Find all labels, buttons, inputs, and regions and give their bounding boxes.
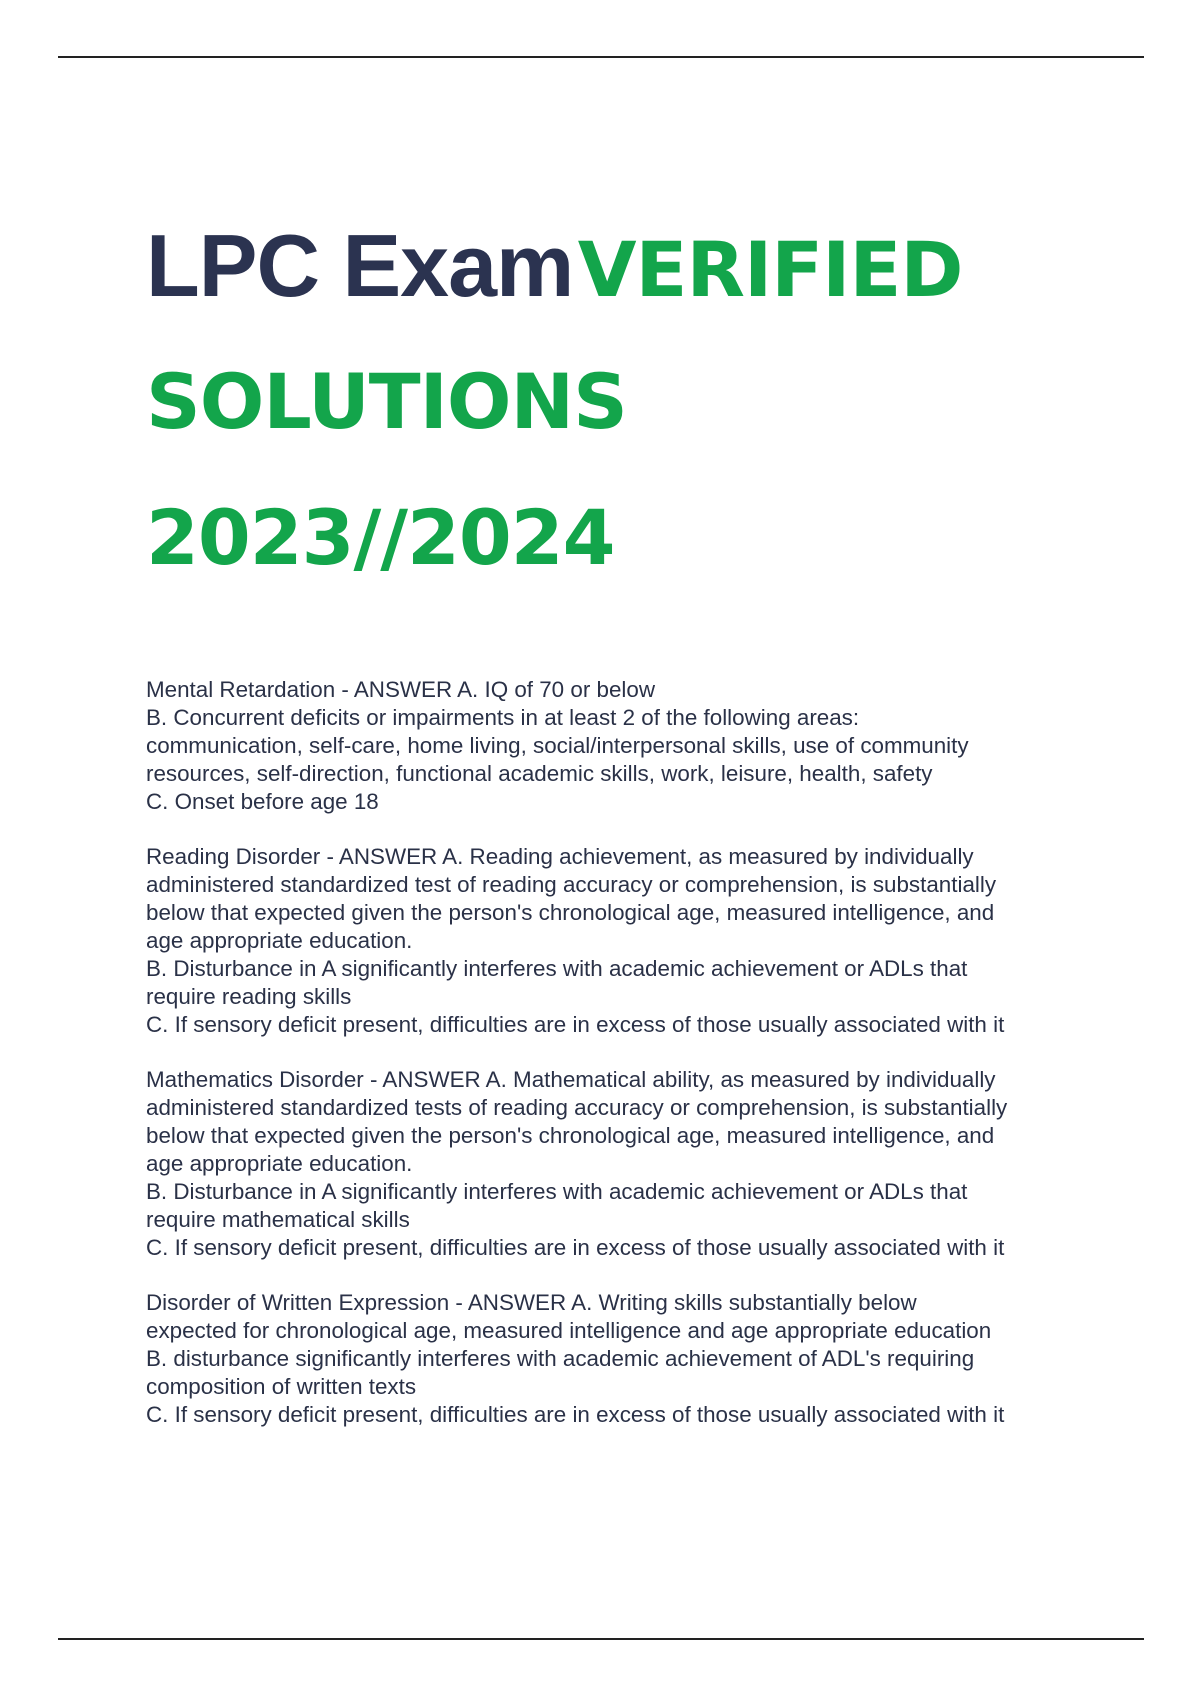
qa-line: C. If sensory deficit present, difficulties are in excess of those usually associated with it [146,1012,1005,1037]
top-rule [58,56,1144,58]
qa-line: below that expected given the person's chronological age, measured intelligence, and [146,900,995,925]
qa-line: administered standardized test of reading accuracy or comprehension, is substantially [146,872,997,897]
qa-entry-mathematics-disorder [146,1066,1086,1262]
qa-line: Mathematics Disorder - ANSWER A. Mathematical ability, as measured by individually [146,1067,996,1092]
document-title [146,198,1106,606]
title-accent-solutions: SOLUTIONS [146,357,627,446]
qa-line: below that expected given the person's chronological age, measured intelligence, and [146,1123,995,1148]
qa-line: communication, self-care, home living, social/interpersonal skills, use of community [146,733,969,758]
qa-line: C. Onset before age 18 [146,789,379,814]
qa-line: Disorder of Written Expression - ANSWER A. Writing skills substantially below [146,1290,917,1315]
qa-line: expected for chronological age, measured intelligence and age appropriate education [146,1318,992,1343]
title-line-2 [146,334,1106,470]
title-accent-verified: VERIFIED [577,225,963,314]
qa-line: C. If sensory deficit present, difficulties are in excess of those usually associated with it [146,1402,1005,1427]
qa-entry-mental-retardation [146,676,1086,816]
qa-line: age appropriate education. [146,928,413,953]
qa-entry-reading-disorder [146,843,1086,1039]
title-accent-year: 2023//2024 [146,493,615,582]
qa-line: composition of written texts [146,1374,417,1399]
title-line-1 [146,198,1106,334]
qa-content [146,676,1086,1456]
qa-line: Mental Retardation - ANSWER A. IQ of 70 or below [146,677,655,702]
qa-line: age appropriate education. [146,1151,413,1176]
title-line-3 [146,470,1106,606]
qa-line: C. If sensory deficit present, difficulties are in excess of those usually associated with it [146,1235,1005,1260]
qa-line: B. Disturbance in A significantly interferes with academic achievement or ADLs that [146,956,968,981]
qa-entry-written-expression [146,1289,1086,1429]
bottom-rule [58,1638,1144,1640]
title-main: LPC Exam [146,216,574,315]
qa-line: B. disturbance significantly interferes with academic achievement of ADL's requiring [146,1346,975,1371]
qa-line: resources, self-direction, functional academic skills, work, leisure, health, safety [146,761,933,786]
qa-line: Reading Disorder - ANSWER A. Reading achievement, as measured by individually [146,844,974,869]
qa-line: B. Disturbance in A significantly interferes with academic achievement or ADLs that [146,1179,968,1204]
qa-line: require reading skills [146,984,352,1009]
qa-line: B. Concurrent deficits or impairments in at least 2 of the following areas: [146,705,860,730]
qa-line: administered standardized tests of reading accuracy or comprehension, is substantially [146,1095,1008,1120]
qa-line: require mathematical skills [146,1207,410,1232]
